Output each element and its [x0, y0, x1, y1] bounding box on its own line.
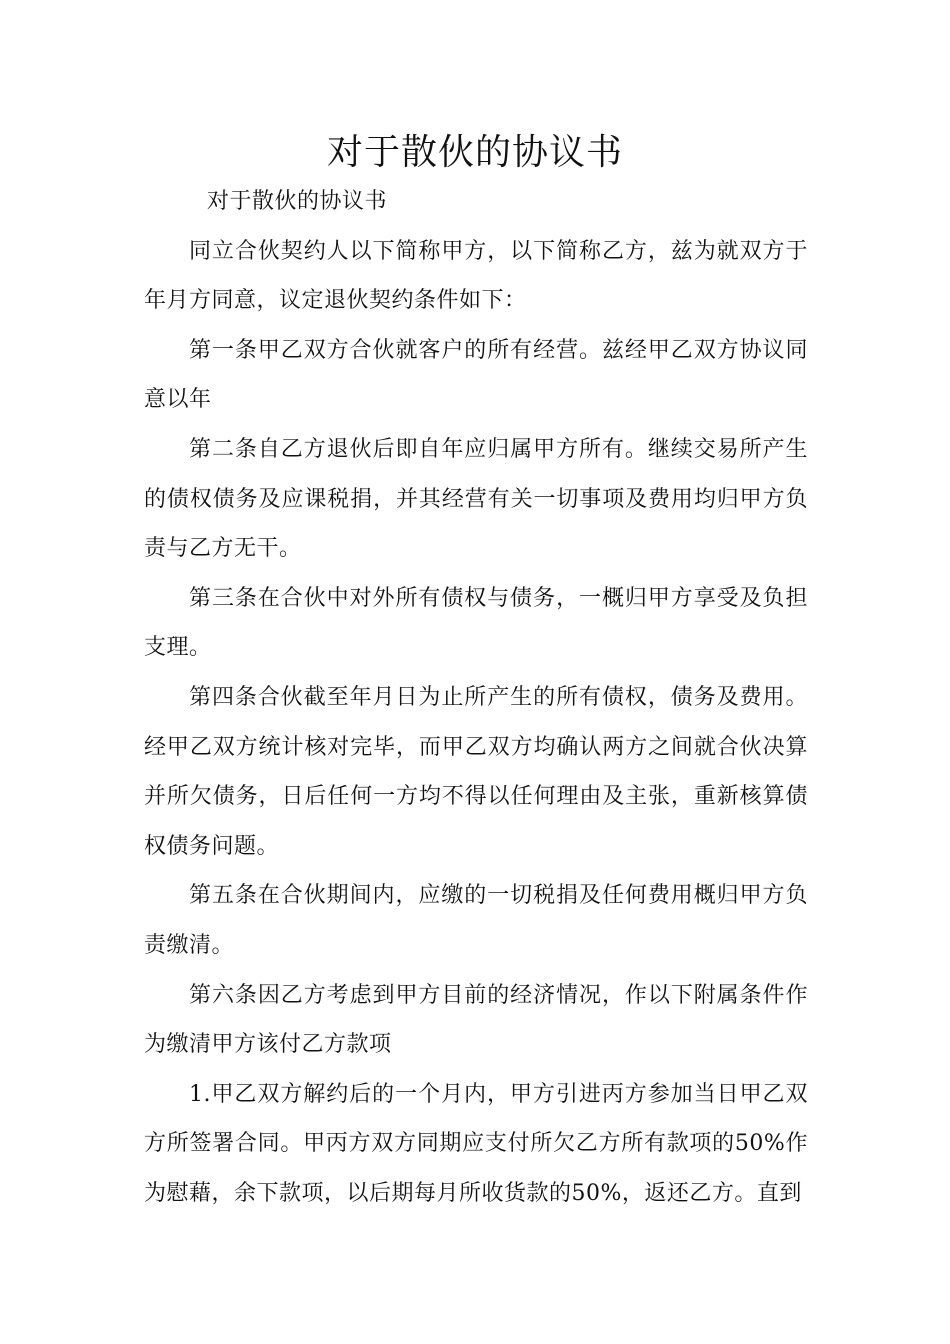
paragraph-article-6: 第六条因乙方考虑到甲方目前的经济情况，作以下附属条件作为缴清甲方该付乙方款项	[144, 982, 808, 1058]
paragraph-intro: 同立合伙契约人以下简称甲方，以下简称乙方，兹为就双方于年月方同意，议定退伙契约条件如下：	[144, 238, 808, 314]
paragraph-item-1: 1.甲乙双方解约后的一个月内，甲方引进丙方参加当日甲乙双方所签署合同。甲丙方双方同期应支付所欠乙方所有款项的50%作为慰藉，余下款项，以后期每月所收货款的50%，返还乙方。直到	[144, 1081, 808, 1206]
paragraph-article-4: 第四条合伙截至年月日为止所产生的所有债权，债务及费用。经甲乙双方统计核对完毕，而甲乙双方均确认两方之间就合伙决算并所欠债务，日后任何一方均不得以任何理由及主张，重新核算债权债务问题。	[144, 684, 808, 859]
document-subtitle: 对于散伙的协议书	[207, 189, 388, 214]
paragraph-article-2: 第二条自乙方退伙后即自年应归属甲方所有。继续交易所产生的债权债务及应课税捐，并其经营有关一切事项及费用均归甲方负责与乙方无干。	[144, 436, 808, 562]
paragraph-article-5: 第五条在合伙期间内，应缴的一切税捐及任何费用概归甲方负责缴清。	[144, 883, 808, 958]
document-body	[144, 177, 808, 1218]
paragraph-article-1: 第一条甲乙双方合伙就客户的所有经营。兹经甲乙双方协议同意以年	[144, 337, 808, 413]
paragraph-article-3: 第三条在合伙中对外所有债权与债务，一概归甲方享受及负担支理。	[144, 585, 808, 661]
document-title: 对于散伙的协议书	[326, 132, 623, 173]
